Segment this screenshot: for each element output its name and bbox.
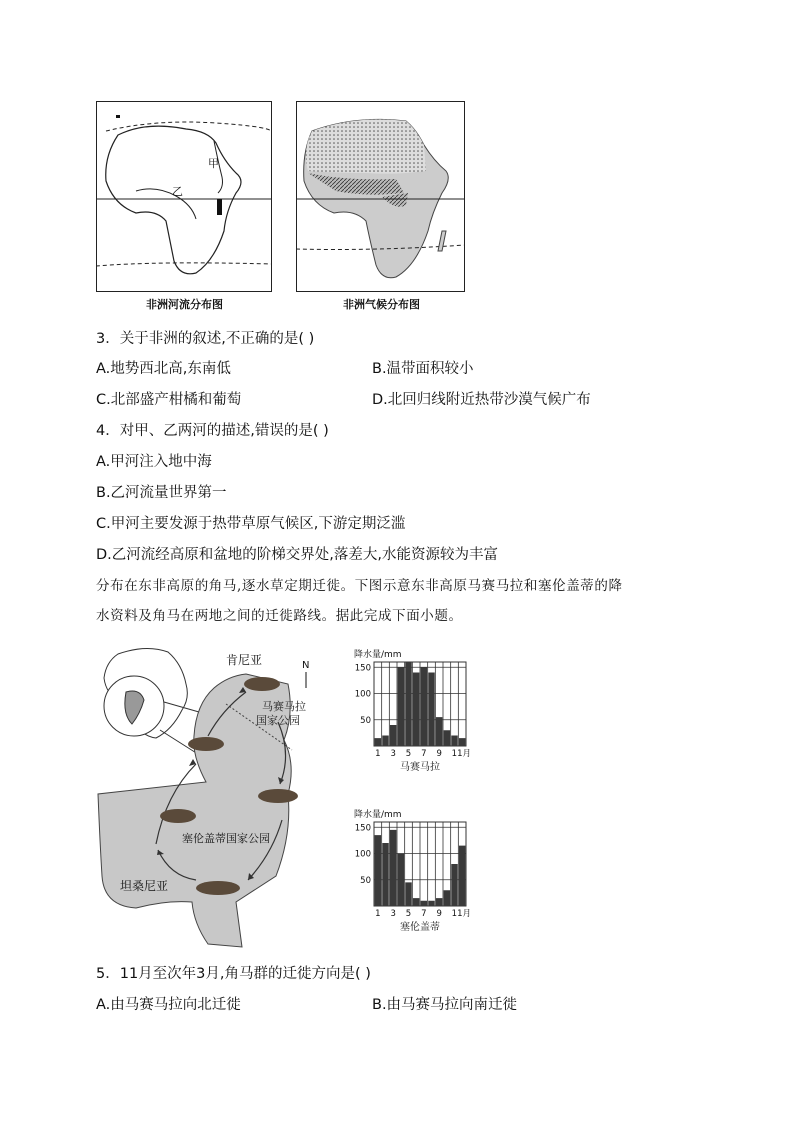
rain-bar bbox=[390, 725, 396, 746]
rain-bar bbox=[382, 736, 388, 747]
q3-option-a[interactable]: A.地势西北高,东南低 bbox=[96, 361, 231, 377]
wildebeest-group-5 bbox=[196, 881, 240, 895]
rain-bar bbox=[428, 901, 434, 906]
rain-bar bbox=[398, 854, 404, 907]
left-figure-caption: 非洲河流分布图 bbox=[146, 298, 223, 311]
x-tick-label: 5 bbox=[405, 749, 412, 759]
q4-stem: 4．对甲、乙两河的描述,错误的是( ) bbox=[96, 423, 329, 439]
rain-bar bbox=[436, 717, 442, 746]
rain-bar bbox=[421, 901, 427, 906]
x-tick-label: 3 bbox=[390, 909, 396, 919]
x-tick-label: 7 bbox=[421, 749, 427, 759]
x-tick-label: 9 bbox=[436, 909, 442, 919]
chart-title: 马赛马拉 bbox=[400, 762, 440, 773]
rain-bar bbox=[398, 667, 404, 746]
rain-bar bbox=[451, 736, 457, 747]
y-axis-label: 降水量/mm bbox=[354, 810, 402, 820]
rain-bar bbox=[459, 846, 465, 906]
q4-option-d[interactable]: D.乙河流经高原和盆地的阶梯交界处,落差大,水能资源较为丰富 bbox=[96, 547, 498, 563]
y-tick-label: 150 bbox=[354, 823, 371, 834]
q5-option-a[interactable]: A.由马赛马拉向北迁徙 bbox=[96, 997, 241, 1013]
intro-line-1: 分布在东非高原的角马,逐水草定期迁徙。下图示意东非高原马赛马拉和塞伦盖蒂的降 bbox=[96, 578, 623, 594]
x-tick-label: 9 bbox=[436, 749, 442, 759]
y-axis-label: 降水量/mm bbox=[354, 650, 402, 660]
rain-bar bbox=[444, 890, 450, 906]
q5-option-b[interactable]: B.由马赛马拉向南迁徙 bbox=[372, 997, 518, 1013]
rain-bar bbox=[375, 738, 381, 746]
rain-bar bbox=[459, 738, 465, 746]
right-figure-caption: 非洲气候分布图 bbox=[343, 298, 420, 311]
x-tick-label: 1 bbox=[375, 749, 381, 759]
q3-option-b[interactable]: B.温带面积较小 bbox=[372, 361, 474, 377]
rain-bar bbox=[413, 673, 419, 747]
masai-park-label-1: 马赛马拉 bbox=[262, 700, 306, 713]
x-tick-label: 11月 bbox=[451, 749, 471, 759]
q4-option-a[interactable]: A.甲河注入地中海 bbox=[96, 454, 212, 470]
kenya-label: 肯尼亚 bbox=[226, 653, 263, 667]
chart-title: 塞伦盖蒂 bbox=[400, 922, 440, 933]
masai-park-label-2: 国家公园 bbox=[256, 714, 300, 727]
q3-option-d[interactable]: D.北回归线附近热带沙漠气候广布 bbox=[372, 392, 591, 408]
rain-bar bbox=[405, 882, 411, 906]
rain-bar bbox=[444, 730, 450, 746]
rain-bar bbox=[405, 662, 411, 746]
y-tick-label: 150 bbox=[354, 663, 371, 674]
wildebeest-group-4 bbox=[160, 809, 196, 823]
tanzania-label: 坦桑尼亚 bbox=[120, 879, 169, 893]
serengeti-park-label: 塞伦盖蒂国家公园 bbox=[182, 832, 270, 845]
q5-stem: 5．11月至次年3月,角马群的迁徙方向是( ) bbox=[96, 966, 371, 982]
africa-climate-map bbox=[296, 101, 465, 292]
y-tick-label: 50 bbox=[360, 715, 371, 726]
label-jia: 甲 bbox=[208, 157, 219, 170]
wildebeest-group-1 bbox=[244, 677, 280, 691]
rain-bar bbox=[390, 830, 396, 906]
masai-mara-rainfall-chart bbox=[352, 648, 482, 776]
x-tick-label: 5 bbox=[405, 909, 412, 919]
rain-bar bbox=[428, 673, 434, 747]
q3-option-c[interactable]: C.北部盛产柑橘和葡萄 bbox=[96, 392, 242, 408]
africa-river-map bbox=[96, 101, 272, 292]
y-tick-label: 100 bbox=[354, 849, 371, 860]
rain-bar bbox=[421, 667, 427, 746]
q3-stem: 3．关于非洲的叙述,不正确的是( ) bbox=[96, 331, 315, 347]
wildebeest-group-2 bbox=[188, 737, 224, 751]
q4-option-b[interactable]: B.乙河流量世界第一 bbox=[96, 485, 227, 501]
x-tick-label: 7 bbox=[421, 909, 427, 919]
intro-line-2: 水资料及角马在两地之间的迁徙路线。据此完成下面小题。 bbox=[96, 608, 463, 624]
rain-bar bbox=[413, 898, 419, 906]
x-tick-label: 3 bbox=[390, 749, 396, 759]
y-tick-label: 50 bbox=[360, 875, 371, 886]
rain-bar bbox=[436, 898, 442, 906]
x-tick-label: 1 bbox=[375, 909, 381, 919]
y-tick-label: 100 bbox=[354, 689, 371, 700]
label-yi: 乙 bbox=[172, 185, 183, 198]
rain-bar bbox=[451, 864, 457, 906]
wildebeest-group-3 bbox=[258, 789, 298, 803]
x-tick-label: 11月 bbox=[451, 909, 471, 919]
north-label: N bbox=[302, 660, 310, 671]
rain-bar bbox=[375, 835, 381, 906]
serengeti-rainfall-chart bbox=[352, 808, 482, 936]
rain-bar bbox=[382, 843, 388, 906]
q4-option-c[interactable]: C.甲河主要发源于热带草原气候区,下游定期泛滥 bbox=[96, 516, 406, 532]
migration-map bbox=[96, 644, 318, 950]
